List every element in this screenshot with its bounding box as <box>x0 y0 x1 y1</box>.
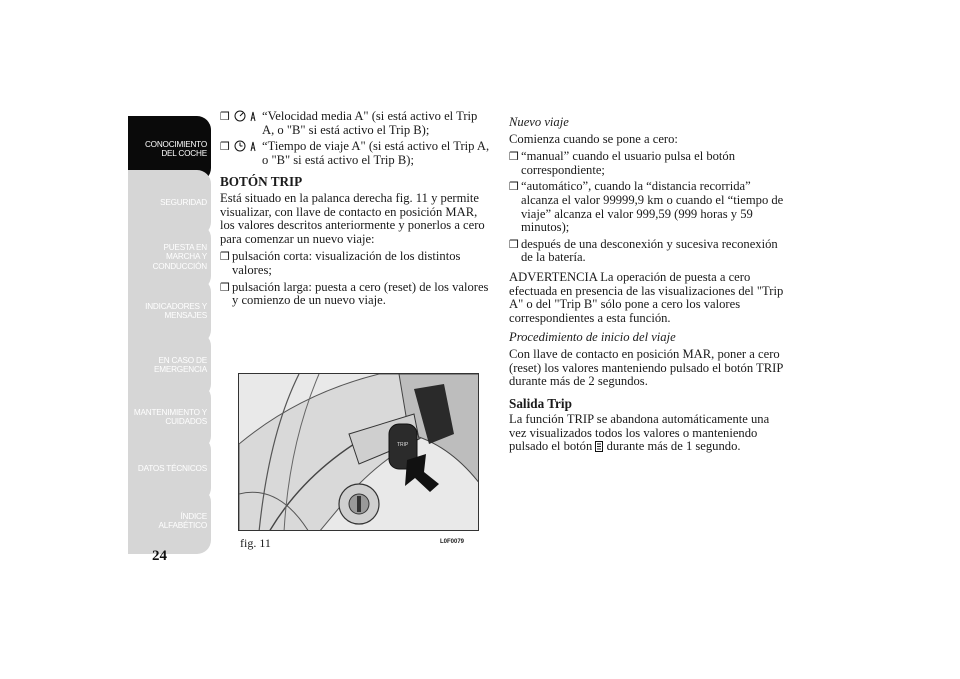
list-item <box>509 238 787 265</box>
bullet-text: pulsación corta: visualización de los distintos valores; <box>232 249 461 277</box>
exit-text-start: La función TRIP se abandona automáticamente una vez visualizados todos los valores o manteniendo pulsado el botón <box>509 412 770 454</box>
bullet-text: pulsación larga: puesta a cero (reset) de los valores y comienzo de un nuevo viaje. <box>232 279 489 308</box>
checkbox-bullet-icon: ❒ <box>220 280 230 294</box>
bullet-text: “Tiempo de viaje A" (si está activo el Trip A, o "B" si está activo el Trip B); <box>262 139 490 167</box>
list-item <box>509 150 787 177</box>
checkbox-bullet-icon: ❒ <box>509 180 519 194</box>
page-number: 24 <box>152 548 167 564</box>
speedometer-icon <box>234 109 256 127</box>
checkbox-bullet-icon: ❒ <box>220 110 230 123</box>
figure-code: L0F0079 <box>440 539 465 545</box>
bullet-text: “manual” cuando el usuario pulsa el botón correspondiente; <box>521 149 736 177</box>
steering-lever-illustration <box>239 374 479 531</box>
subheading-procedimiento: Procedimiento de inicio del viaje <box>509 330 676 345</box>
tab-en-caso-de-emergencia[interactable]: EN CASO DE EMERGENCIA <box>128 332 211 398</box>
paragraph: Comienza cuando se pone a cero: <box>509 131 678 146</box>
checkbox-bullet-icon: ❒ <box>509 237 519 251</box>
trip-button-icon <box>595 441 603 456</box>
checkbox-bullet-icon: ❒ <box>220 250 230 264</box>
paragraph <box>509 413 787 456</box>
section-heading: BOTÓN TRIP <box>220 174 303 190</box>
tab-datos-tecnicos[interactable]: DATOS TÉCNICOS <box>128 436 211 502</box>
checkbox-bullet-icon: ❒ <box>509 150 519 164</box>
clock-icon <box>234 139 256 157</box>
left-column <box>220 110 492 311</box>
bullet-text: “Velocidad media A" (si está activo el Trip A, o "B" si está activo el Trip B); <box>262 109 478 137</box>
right-column <box>509 116 787 460</box>
bullet-text: “automático”, cuando la “distancia recorrida” alcanza el valor 99999,9 km o cuando el “tiempo de viaje” alcanza el valor 999,59 (999 horas y 59 minutos); <box>521 179 784 235</box>
section-heading-salida-trip: Salida Trip <box>509 395 572 411</box>
tab-conocimiento-del-coche[interactable]: CONOCIMIENTO DEL COCHE <box>128 116 211 182</box>
list-item <box>220 250 492 277</box>
list-item <box>509 180 787 234</box>
tab-seguridad[interactable]: SEGURIDAD <box>128 170 211 236</box>
warning-paragraph: ADVERTENCIA La operación de puesta a cero efectuada en presencia de las visualizaciones del "Trip A" o del "Trip B" sólo pone a cero los valores correspondientes a esta función. <box>509 269 784 325</box>
paragraph: Está situado en la palanca derecha fig. 11 y permite visualizar, con llave de contacto en posición MAR, los valores descritos anteriormente y ponerlos a cero para comenzar un nuevo viaje: <box>220 190 485 246</box>
figure-caption: fig. 11 <box>240 536 271 550</box>
checkbox-bullet-icon: ❒ <box>220 140 230 154</box>
tab-indicadores-y-mensajes[interactable]: INDICADORES Y MENSAJES <box>128 278 211 344</box>
exit-text-end: durante más de 1 segundo. <box>606 439 741 454</box>
svg-text:TRIP: TRIP <box>397 442 409 448</box>
list-item <box>220 281 492 308</box>
bullet-text: después de una desconexión y sucesiva reconexión de la batería. <box>521 236 778 265</box>
tab-indice-alfabetico[interactable]: ÍNDICE ALFABÉTICO <box>128 488 211 554</box>
list-item <box>220 110 492 137</box>
tab-puesta-en-marcha[interactable]: PUESTA EN MARCHA Y CONDUCCIÓN <box>128 224 211 290</box>
tab-mantenimiento-y-cuidados[interactable]: MANTENIMIENTO Y CUIDADOS <box>128 384 211 450</box>
figure-steering-lever-photo <box>238 373 479 531</box>
paragraph: Con llave de contacto en posición MAR, poner a cero (reset) los valores manteniendo pulsado el botón TRIP durante más de 2 segundos. <box>509 346 783 389</box>
subheading-nuevo-viaje: Nuevo viaje <box>509 115 569 129</box>
list-item <box>220 140 492 167</box>
